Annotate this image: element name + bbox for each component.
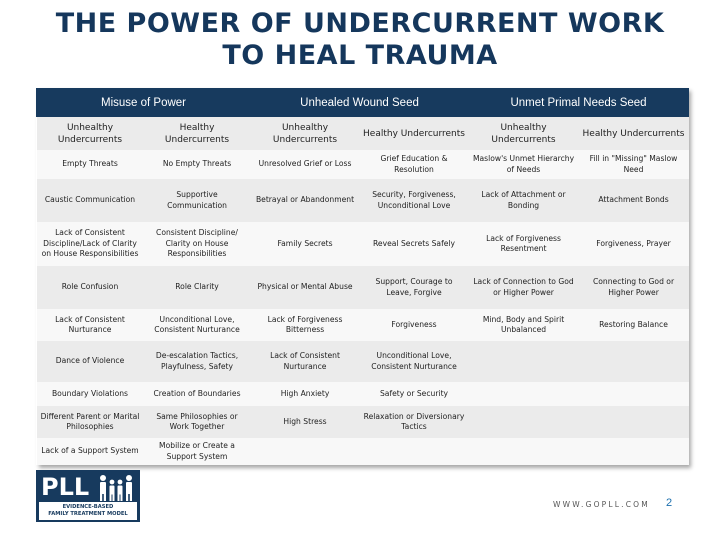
table-cell — [579, 341, 689, 382]
table-cell: Fill in "Missing" Maslow Need — [579, 150, 689, 179]
subheader-cell: Healthy Undercurrents — [360, 117, 469, 151]
table-row — [37, 179, 689, 222]
table-cell: Lack of Consistent Discipline/Lack of Clarity on House Responsibilities — [37, 222, 144, 266]
table-cell: Consistent Discipline/ Clarity on House Responsibilities — [144, 222, 251, 266]
table-cell — [469, 438, 579, 465]
table-cell: Empty Threats — [37, 150, 144, 179]
group-header-misuse-of-power: Misuse of Power — [37, 89, 251, 117]
table-cell — [579, 406, 689, 438]
table-cell: High Stress — [251, 406, 360, 438]
group-header-row — [37, 89, 689, 117]
table-cell — [469, 382, 579, 406]
table-cell — [469, 406, 579, 438]
table-cell: Caustic Communication — [37, 179, 144, 222]
table-cell: Unconditional Love, Consistent Nurturance — [144, 309, 251, 341]
subheader-cell: Unhealthy Undercurrents — [251, 117, 360, 151]
table-cell: Dance of Violence — [37, 341, 144, 382]
title-line-1: THE POWER OF UNDERCURRENT WORK — [55, 8, 665, 39]
table-cell — [469, 341, 579, 382]
subheader-cell: Healthy Undercurrents — [579, 117, 689, 151]
table-cell: De-escalation Tactics, Playfulness, Safety — [144, 341, 251, 382]
table-cell: Mind, Body and Spirit Unbalanced — [469, 309, 579, 341]
table-row — [37, 309, 689, 341]
table-cell: Lack of Connection to God or Higher Power — [469, 266, 579, 309]
group-header-unmet-primal-needs-seed: Unmet Primal Needs Seed — [469, 89, 689, 117]
table-cell: Lack of Forgiveness Resentment — [469, 222, 579, 266]
table-row — [37, 266, 689, 309]
logo-text: PLL — [41, 473, 90, 501]
table-cell — [251, 438, 360, 465]
table-cell: Support, Courage to Leave, Forgive — [360, 266, 469, 309]
table-cell: Same Philosophies or Work Together — [144, 406, 251, 438]
group-header-unhealed-wound-seed: Unhealed Wound Seed — [251, 89, 469, 117]
table-row — [37, 382, 689, 406]
table-cell: Safety or Security — [360, 382, 469, 406]
table-cell: Lack of Consistent Nurturance — [251, 341, 360, 382]
table-cell: Physical or Mental Abuse — [251, 266, 360, 309]
subheader-cell: Healthy Undercurrents — [144, 117, 251, 151]
table-cell: Lack of Forgiveness Bitterness — [251, 309, 360, 341]
subheader-row — [37, 117, 689, 151]
table-cell: High Anxiety — [251, 382, 360, 406]
table-cell — [579, 382, 689, 406]
page-title — [0, 8, 720, 72]
table-cell: Role Clarity — [144, 266, 251, 309]
table-cell: Forgiveness, Prayer — [579, 222, 689, 266]
title-line-2: TO HEAL TRAUMA — [222, 40, 498, 71]
table-row — [37, 438, 689, 465]
table-cell: No Empty Threats — [144, 150, 251, 179]
table-cell — [579, 438, 689, 465]
table-cell: Lack of Attachment or Bonding — [469, 179, 579, 222]
logo-subtitle-bar — [39, 502, 137, 520]
table-cell: Betrayal or Abandonment — [251, 179, 360, 222]
page-number: 2 — [666, 497, 673, 509]
table-cell: Lack of Consistent Nurturance — [37, 309, 144, 341]
table-cell: Relaxation or Diversionary Tactics — [360, 406, 469, 438]
table-row — [37, 406, 689, 438]
table-row — [37, 341, 689, 382]
table-cell: Supportive Communication — [144, 179, 251, 222]
table-cell: Security, Forgiveness, Unconditional Love — [360, 179, 469, 222]
table-cell: Restoring Balance — [579, 309, 689, 341]
table-cell: Different Parent or Marital Philosophies — [37, 406, 144, 438]
logo-subtitle-line-2: FAMILY TREATMENT MODEL — [48, 511, 128, 517]
table-cell: Grief Education & Resolution — [360, 150, 469, 179]
table-cell: Role Confusion — [37, 266, 144, 309]
table-cell: Unresolved Grief or Loss — [251, 150, 360, 179]
table-cell: Mobilize or Create a Support System — [144, 438, 251, 465]
family-figures-icon — [98, 474, 136, 502]
table-cell: Lack of a Support System — [37, 438, 144, 465]
table-cell: Maslow's Unmet Hierarchy of Needs — [469, 150, 579, 179]
table-cell: Reveal Secrets Safely — [360, 222, 469, 266]
table-cell: Creation of Boundaries — [144, 382, 251, 406]
table-cell: Unconditional Love, Consistent Nurturance — [360, 341, 469, 382]
logo-subtitle — [39, 504, 137, 518]
logo-subtitle-line-1: EVIDENCE-BASED — [62, 504, 114, 510]
table-cell: Forgiveness — [360, 309, 469, 341]
footer-url: WWW.GOPLL.COM — [553, 500, 650, 509]
table-cell: Boundary Violations — [37, 382, 144, 406]
table-row — [37, 222, 689, 266]
table-cell: Attachment Bonds — [579, 179, 689, 222]
table-row — [37, 150, 689, 179]
table-cell: Connecting to God or Higher Power — [579, 266, 689, 309]
undercurrent-table — [36, 88, 688, 465]
pll-logo — [36, 470, 140, 522]
subheader-cell: Unhealthy Undercurrents — [469, 117, 579, 151]
table-cell — [360, 438, 469, 465]
subheader-cell: Unhealthy Undercurrents — [37, 117, 144, 151]
table-cell: Family Secrets — [251, 222, 360, 266]
